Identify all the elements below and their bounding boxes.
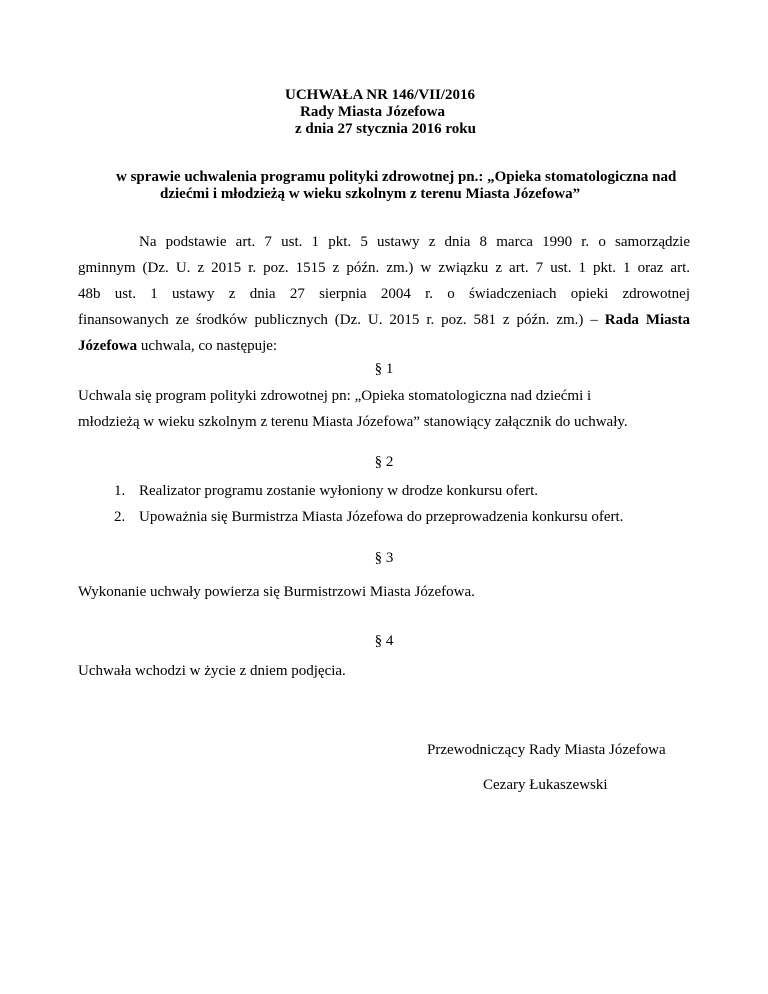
section-4-heading: § 4 [374, 633, 394, 649]
council-name: Rady Miasta Józefowa [300, 104, 445, 120]
preamble-city-bold: Józefowa [78, 338, 138, 354]
section-2-item-1: Realizator programu zostanie wyłoniony w drodze konkursu ofert. [139, 483, 539, 499]
preamble-council-bold: Rada Miasta [604, 312, 691, 328]
preamble-line-1: Na podstawie art. 7 ust. 1 pkt. 5 ustawy z dnia 8 marca 1990 r. o samorządzie [139, 234, 690, 250]
section-3-heading: § 3 [374, 550, 394, 566]
preamble-line-5 [78, 337, 277, 355]
preamble-line-5-text: uchwala, co następuje: [137, 338, 278, 354]
preamble-line-3: 48b ust. 1 ustawy z dnia 27 sierpnia 2004 r. o świadczeniach opieki zdrowotnej [78, 286, 690, 302]
signature-name: Cezary Łukaszewski [483, 777, 608, 793]
preamble-line-4-text: finansowanych ze środków publicznych (Dz. U. 2015 r. poz. 581 z późn. zm.) – [78, 312, 605, 328]
preamble-line-4 [78, 311, 690, 329]
preamble-line-2: gminnym (Dz. U. z 2015 r. poz. 1515 z późn. zm.) w związku z art. 7 ust. 1 pkt. 1 oraz art. [78, 260, 690, 276]
resolution-date: z dnia 27 stycznia 2016 roku [295, 121, 476, 137]
section-1-heading: § 1 [374, 361, 394, 377]
section-3-text: Wykonanie uchwały powierza się Burmistrzowi Miasta Józefowa. [78, 584, 475, 600]
subject-line-1: w sprawie uchwalenia programu polityki zdrowotnej pn.: „Opieka stomatologiczna nad [116, 169, 677, 185]
signature-role: Przewodniczący Rady Miasta Józefowa [427, 742, 666, 758]
section-2-item-1-number: 1. [114, 483, 126, 499]
section-4-text: Uchwała wchodzi w życie z dniem podjęcia. [78, 663, 346, 679]
section-2-item-2-number: 2. [114, 509, 126, 525]
section-2-heading: § 2 [374, 454, 394, 470]
resolution-number: UCHWAŁA NR 146/VII/2016 [285, 87, 476, 103]
section-1-line-1: Uchwala się program polityki zdrowotnej pn: „Opieka stomatologiczna nad dziećmi i [78, 388, 592, 404]
subject-line-2: dziećmi i młodzieżą w wieku szkolnym z terenu Miasta Józefowa” [160, 186, 581, 202]
section-1-line-2: młodzieżą w wieku szkolnym z terenu Miasta Józefowa” stanowiący załącznik do uchwały. [78, 414, 628, 430]
section-2-item-2: Upoważnia się Burmistrza Miasta Józefowa do przeprowadzenia konkursu ofert. [139, 509, 624, 525]
